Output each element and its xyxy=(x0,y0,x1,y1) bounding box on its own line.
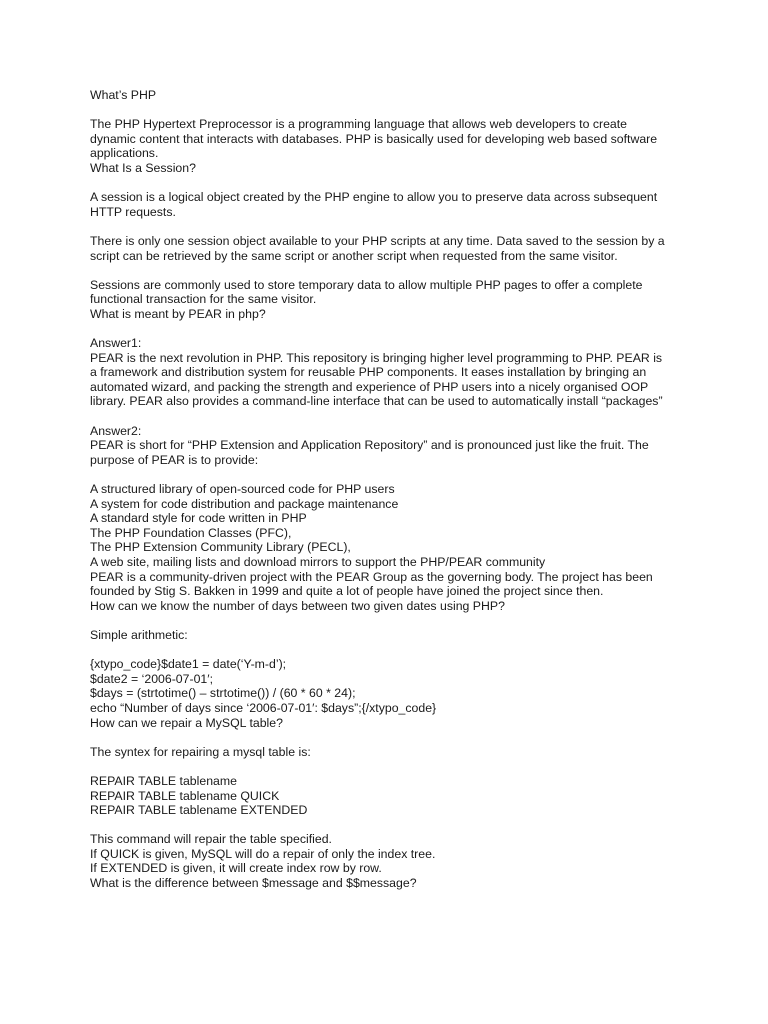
paragraph-gap xyxy=(90,322,690,337)
paragraph xyxy=(90,482,690,613)
text-line: founded by Stig S. Bakken in 1999 and quite a lot of people have joined the project since then. xyxy=(90,584,604,599)
paragraph xyxy=(90,745,690,760)
text-line: functional transaction for the same visitor. xyxy=(90,292,317,307)
paragraph xyxy=(90,657,690,730)
text-line: What is the difference between $message and $$message? xyxy=(90,876,417,891)
text-line: PEAR is the next revolution in PHP. This repository is bringing higher level programming to PHP. PEAR is xyxy=(90,350,663,365)
text-line: What is meant by PEAR in php? xyxy=(90,306,266,321)
paragraph xyxy=(90,278,690,322)
paragraph-gap xyxy=(90,409,690,424)
text-line: The syntex for repairing a mysql table is: xyxy=(90,744,311,759)
paragraph-gap xyxy=(90,176,690,191)
text-line: The PHP Foundation Classes (PFC), xyxy=(90,525,292,540)
text-line: PEAR is short for “PHP Extension and Application Repository” and is pronounced just like the fruit. The xyxy=(90,438,649,453)
text-line: The PHP Extension Community Library (PECL), xyxy=(90,540,351,555)
text-line: A structured library of open-sourced code for PHP users xyxy=(90,482,395,497)
text-line: How can we repair a MySQL table? xyxy=(90,715,283,730)
text-line: The PHP Hypertext Preprocessor is a programming language that allows web developers to create xyxy=(90,117,628,132)
paragraph xyxy=(90,832,690,890)
text-line: purpose of PEAR is to provide: xyxy=(90,452,259,467)
text-line: library. PEAR also provides a command-line interface that can be used to automatically install “packages” xyxy=(90,394,663,409)
text-line: A standard style for code written in PHP xyxy=(90,511,307,526)
paragraph-gap xyxy=(90,219,690,234)
paragraph xyxy=(90,628,690,643)
text-line: a framework and distribution system for reusable PHP components. It eases installation by bringing an xyxy=(90,365,647,380)
text-line: {xtypo_code}$date1 = date(‘Y-m-d’); xyxy=(90,657,287,672)
paragraph-gap xyxy=(90,263,690,278)
text-line: $days = (strtotime() – strtotime()) / (60 * 60 * 24); xyxy=(90,686,356,701)
paragraph-gap xyxy=(90,613,690,628)
document-body xyxy=(90,88,690,891)
text-line: dynamic content that interacts with databases. PHP is basically used for developing web based software xyxy=(90,131,658,146)
text-line: echo “Number of days since ‘2006-07-01′: $days”;{/xtypo_code} xyxy=(90,700,437,715)
paragraph xyxy=(90,336,690,409)
paragraph xyxy=(90,774,690,818)
paragraph xyxy=(90,190,690,219)
text-line: HTTP requests. xyxy=(90,204,176,219)
paragraph xyxy=(90,117,690,175)
paragraph xyxy=(90,234,690,263)
text-line: PEAR is a community-driven project with the PEAR Group as the governing body. The project has been xyxy=(90,569,653,584)
paragraph-gap xyxy=(90,467,690,482)
paragraph-gap xyxy=(90,643,690,658)
text-line: If QUICK is given, MySQL will do a repair of only the index tree. xyxy=(90,846,436,861)
text-line: REPAIR TABLE tablename EXTENDED xyxy=(90,803,308,818)
text-line: A system for code distribution and package maintenance xyxy=(90,496,399,511)
text-line: script can be retrieved by the same script or another script when requested from the same visitor. xyxy=(90,248,618,263)
text-line: What Is a Session? xyxy=(90,160,196,175)
text-line: Simple arithmetic: xyxy=(90,627,188,642)
text-line: REPAIR TABLE tablename xyxy=(90,773,237,788)
paragraph xyxy=(90,88,690,103)
text-line: Answer1: xyxy=(90,336,142,351)
text-line: There is only one session object available to your PHP scripts at any time. Data saved to the session by a xyxy=(90,233,665,248)
text-line: automated wizard, and packing the strength and experience of PHP users into a nicely organised OOP xyxy=(90,379,649,394)
text-line: A web site, mailing lists and download mirrors to support the PHP/PEAR community xyxy=(90,555,546,569)
text-line: If EXTENDED is given, it will create index row by row. xyxy=(90,861,382,876)
paragraph-gap xyxy=(90,818,690,833)
text-line: What’s PHP xyxy=(90,88,157,102)
paragraph xyxy=(90,424,690,468)
text-line: Sessions are commonly used to store temporary data to allow multiple PHP pages to offer a complete xyxy=(90,277,643,292)
text-line: applications. xyxy=(90,146,159,161)
text-line: Answer2: xyxy=(90,423,142,438)
paragraph-gap xyxy=(90,730,690,745)
paragraph-gap xyxy=(90,759,690,774)
text-line: REPAIR TABLE tablename QUICK xyxy=(90,788,280,803)
text-line: $date2 = ‘2006-07-01′; xyxy=(90,671,213,686)
text-line: How can we know the number of days between two given dates using PHP? xyxy=(90,598,505,613)
text-line: A session is a logical object created by the PHP engine to allow you to preserve data across subsequent xyxy=(90,190,658,205)
text-line: This command will repair the table specified. xyxy=(90,832,332,847)
paragraph-gap xyxy=(90,103,690,118)
